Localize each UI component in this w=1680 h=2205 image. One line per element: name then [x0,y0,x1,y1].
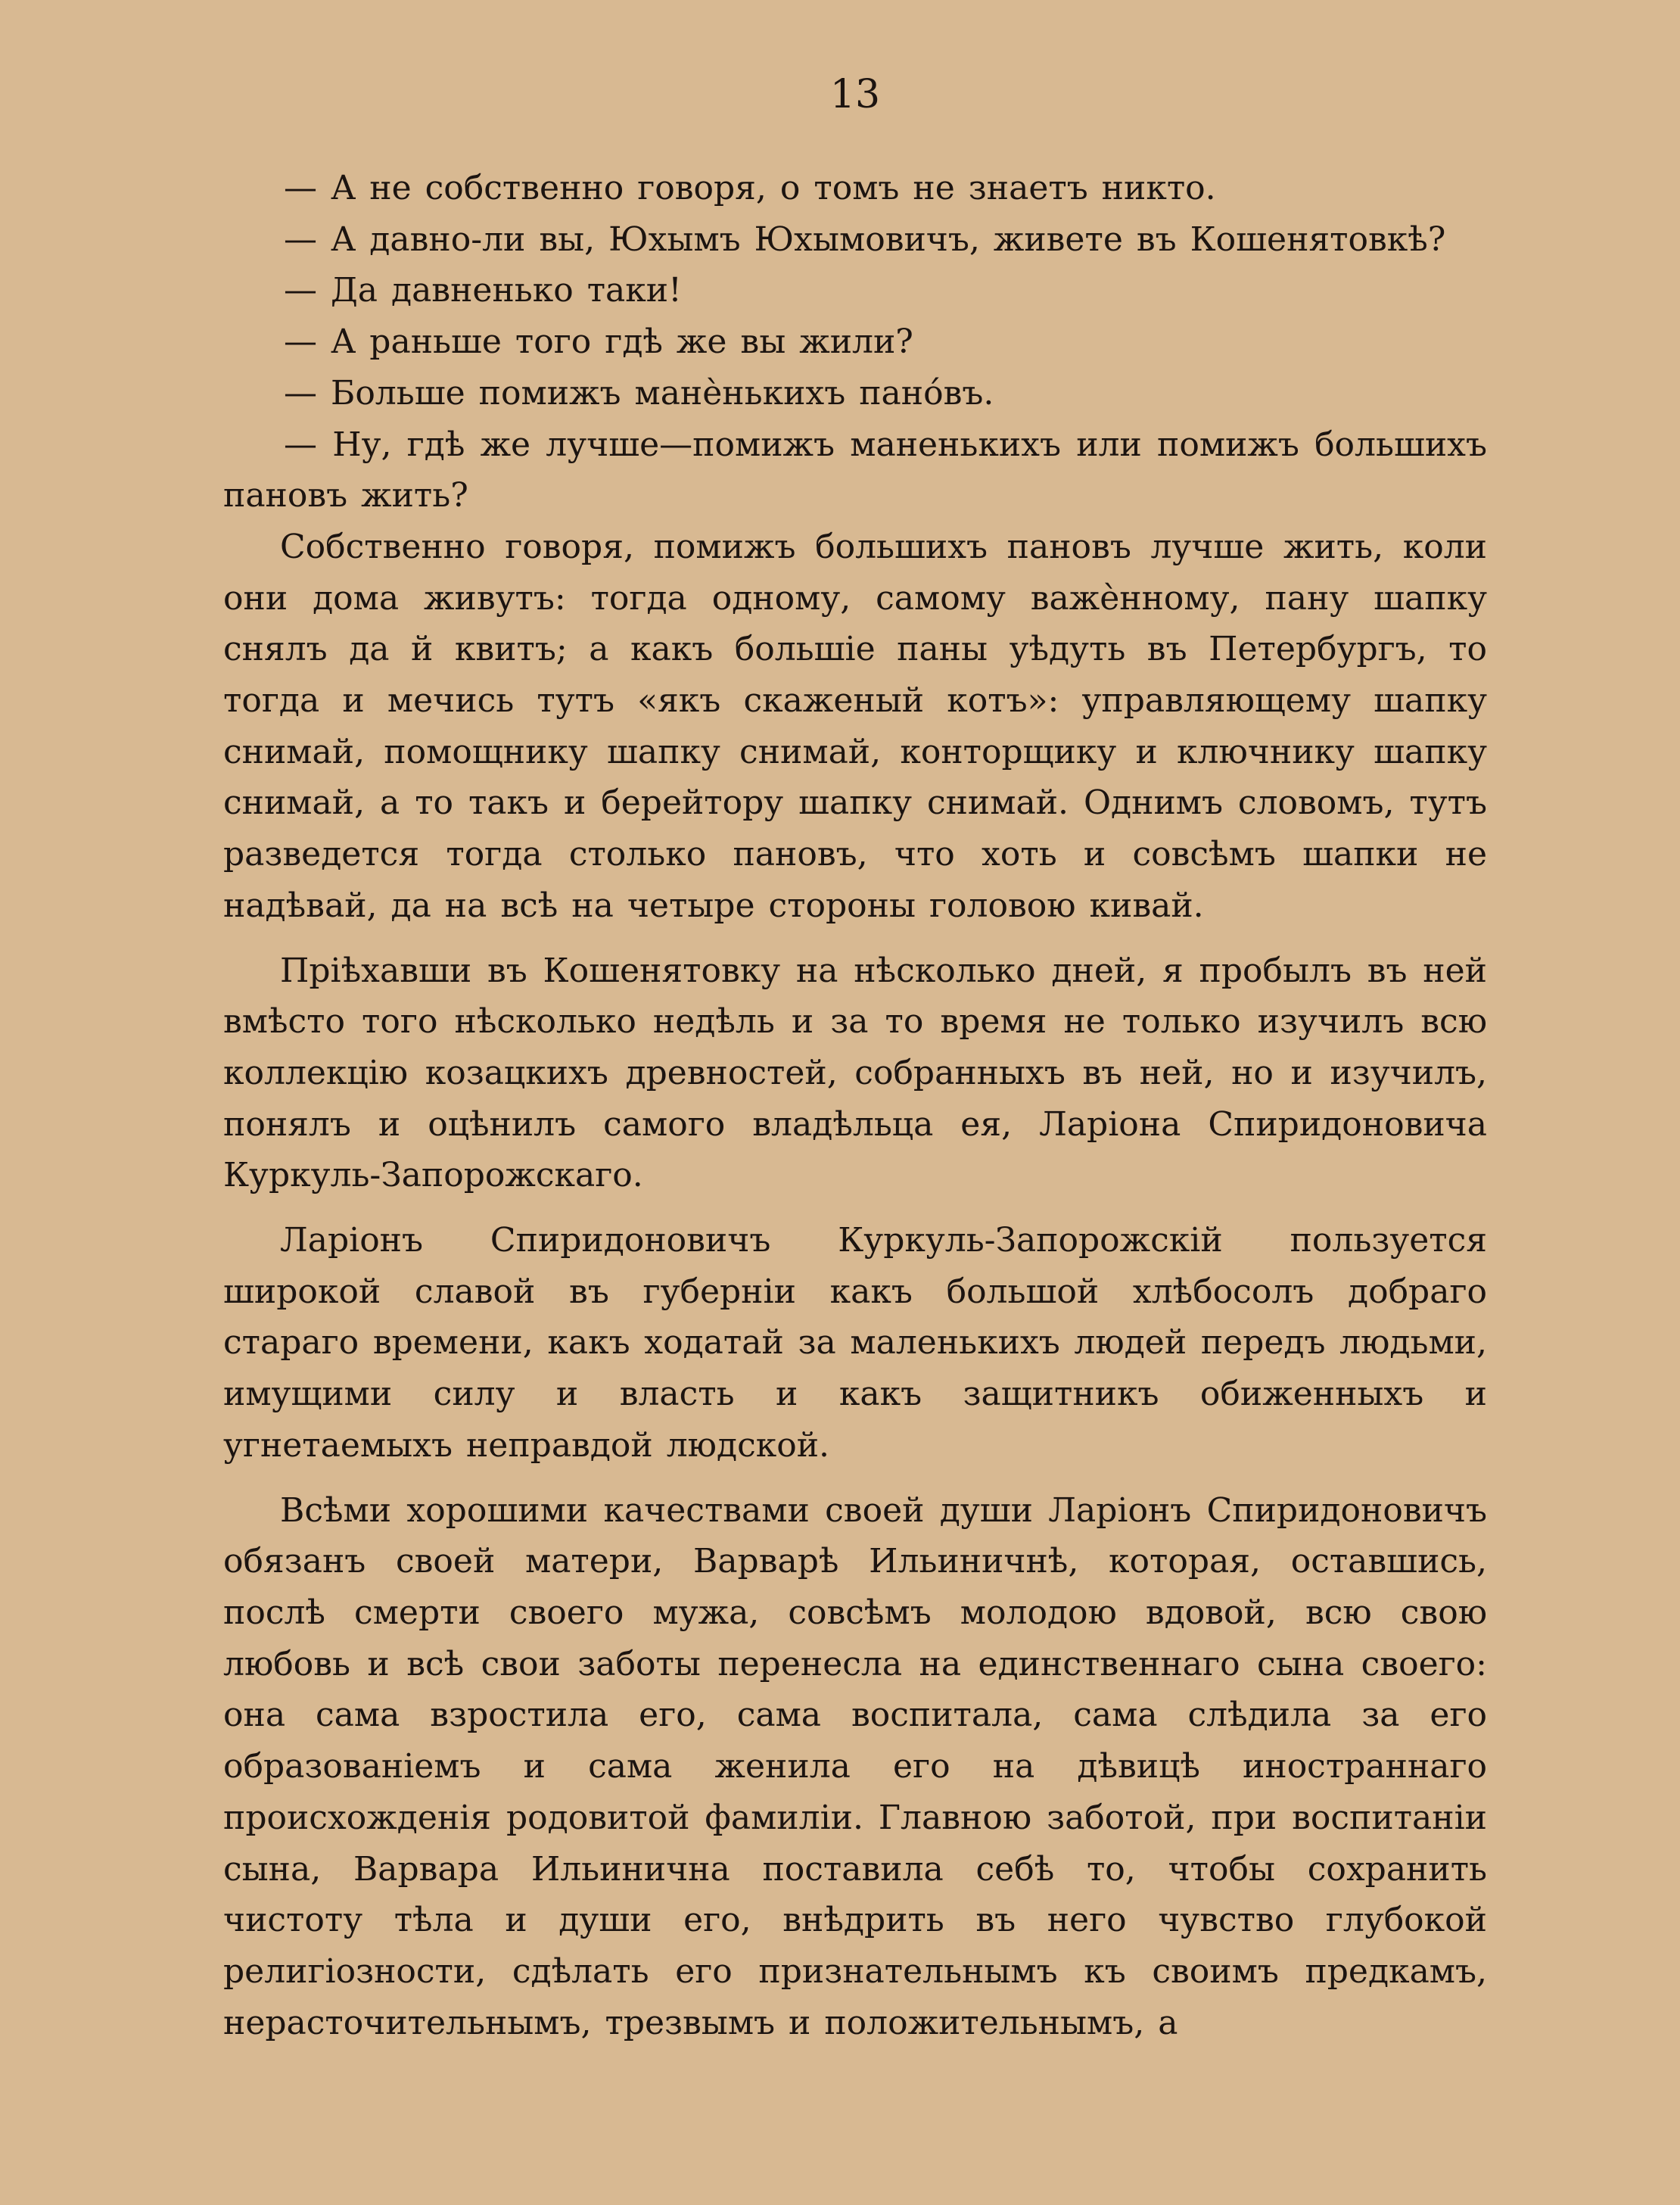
paragraph-arrival: Пріѣхавши въ Кошенятовку на нѣсколько дней, я пробылъ въ ней вмѣсто того нѣсколько недѣль и за то время не только изучилъ всю коллекцію козацкихъ древностей, собранныхъ въ ней, но и изучилъ, понялъ и оцѣнилъ самого владѣльца ея, Ларіона Спиридоновича Куркуль-Запорожскаго. [223,951,1487,1195]
dialogue-line-1: — А не собственно говоря, о томъ не знаетъ никто. [284,169,1216,207]
dialogue-line-3: — Да давненько таки! [284,271,682,310]
paragraph-mother: Всѣми хорошими качествами своей души Ларіонъ Спиридоновичъ обязанъ своей матери, Варварѣ Ильиничнѣ, которая, оставшись, послѣ смерти своего мужа, совсѣмъ молодою вдовой, всю свою любовь и всѣ свои заботы перенесла на единственнаго сына своего: она сама взростила его, сама воспитала, сама слѣдила за его образованіемъ и сама женила его на дѣвицѣ иностраннаго происхожденія родовитой фамиліи. Главною заботой, при воспитаніи сына, Варвара Ильинична поставила себѣ то, чтобы сохранить чистоту тѣла и души его, внѣдрить въ него чувство глубокой религіозности, сдѣлать его признательнымъ къ своимъ предкамъ, нерасточительнымъ, трезвымъ и положительнымъ, а [223,1490,1487,2042]
paragraph-answer: Собственно говоря, помижъ большихъ пановъ лучше жить, коли они дома живутъ: тогда одному, самому важѐнному, пану шапку снялъ да й квитъ; а какъ большіе паны уѣдуть въ Петербургъ, то тогда и мечись тутъ «якъ скаженый котъ»: управляющему шапку снимай, помощнику шапку снимай, конторщику и ключнику шапку снимай, а то такъ и берейтору шапку снимай. Однимъ словомъ, тутъ разведется тогда столько пановъ, что хоть и совсѣмъ шапки не надѣвай, да на всѣ на четыре стороны головою кивай. [223,527,1487,925]
book-page [223,72,1487,2048]
dialogue-line-5: — Больше помижъ манѐнькихъ панóвъ. [284,373,994,413]
dialogue-line-2: — А давно-ли вы, Юхымъ Юхымовичъ, живете въ Кошенятовкѣ? [284,220,1446,259]
dialogue-line-6: — Ну, гдѣ же лучше—помижъ маненькихъ или помижъ большихъ пановъ жить? [223,425,1487,515]
page-number: 13 [829,72,881,117]
dialogue-line-4: — А раньше того гдѣ же вы жили? [284,322,913,362]
paragraph-larion: Ларіонъ Спиридоновичъ Куркуль-Запорожскій пользуется широкой славой въ губерніи какъ большой хлѣбосолъ добраго стараго времени, какъ ходатай за маленькихъ людей передъ людьми, имущими силу и власть и какъ защитникъ обиженныхъ и угнетаемыхъ неправдой людской. [223,1221,1487,1465]
